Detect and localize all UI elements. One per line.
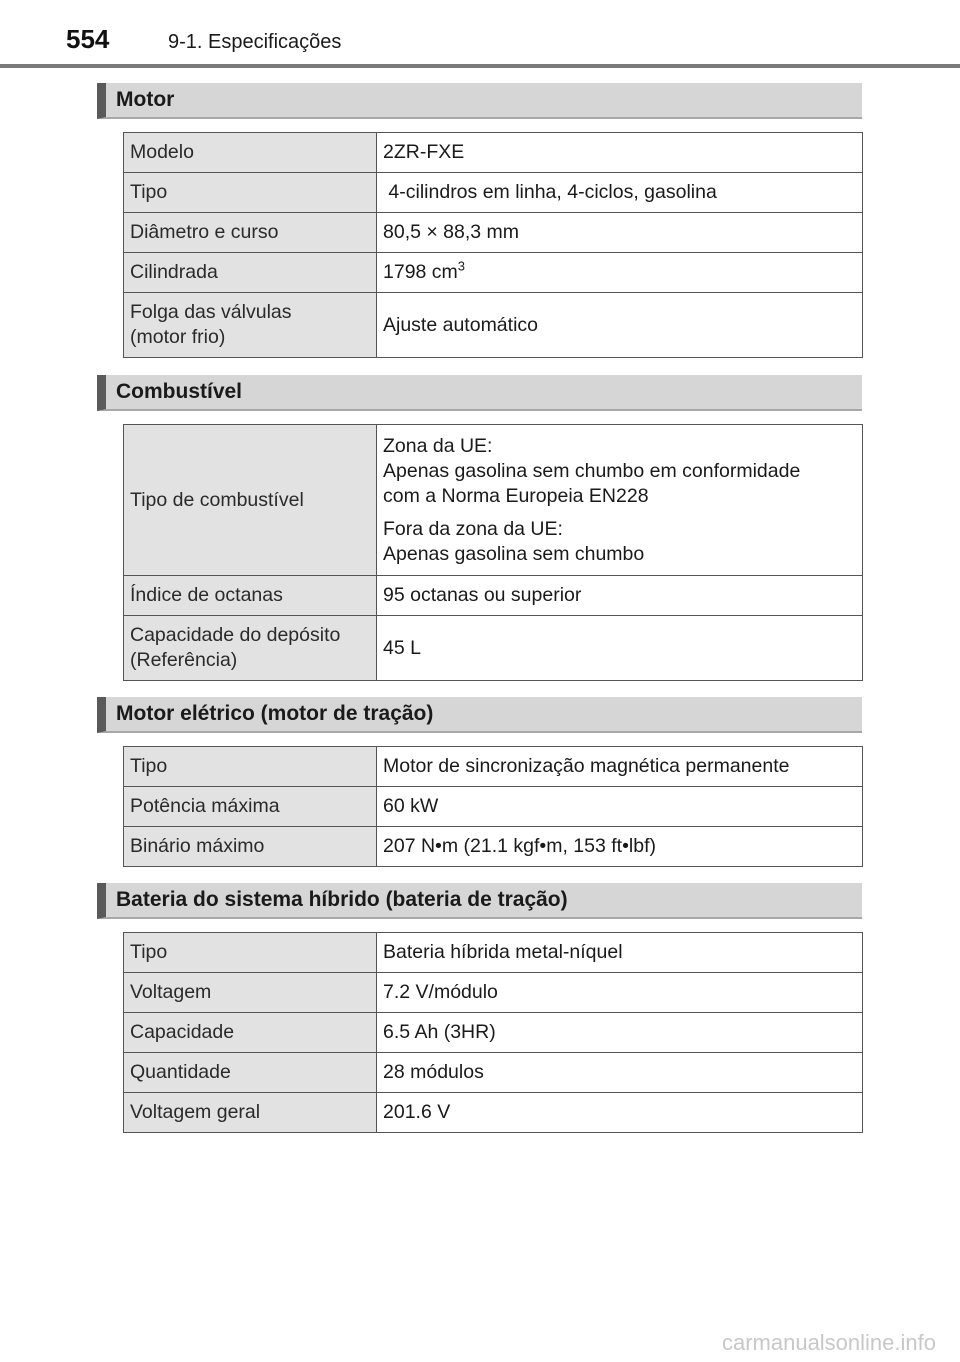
spec-value: 45 L bbox=[377, 616, 863, 681]
spec-value: 7.2 V/módulo bbox=[377, 973, 863, 1013]
motor-spec-table bbox=[123, 132, 863, 358]
table-row bbox=[124, 933, 863, 973]
battery-spec-table bbox=[123, 932, 863, 1133]
page-number: 554 bbox=[66, 24, 110, 54]
spec-value: Ajuste automático bbox=[377, 293, 863, 358]
eu-zone-text: com a Norma Europeia EN228 bbox=[383, 484, 649, 507]
table-row bbox=[124, 293, 863, 358]
spec-key-line: Folga das válvulas bbox=[130, 301, 292, 323]
section-title: Motor elétrico (motor de tração) bbox=[116, 702, 434, 725]
spec-key-line: Capacidade do depósito bbox=[130, 624, 341, 646]
header-rule bbox=[0, 64, 960, 68]
non-eu-zone-title: Fora da zona da UE: bbox=[383, 517, 563, 540]
table-row bbox=[124, 173, 863, 213]
table-row bbox=[124, 787, 863, 827]
electric-motor-spec-table bbox=[123, 746, 863, 867]
spec-value: 28 módulos bbox=[377, 1053, 863, 1093]
spec-value: 60 kW bbox=[377, 787, 863, 827]
eu-zone-block bbox=[383, 434, 856, 509]
table-row bbox=[124, 973, 863, 1013]
section-title: Combustível bbox=[116, 380, 243, 403]
table-row bbox=[124, 133, 863, 173]
non-eu-zone-block bbox=[383, 517, 856, 567]
table-row bbox=[124, 1093, 863, 1133]
spec-value: 201.6 V bbox=[377, 1093, 863, 1133]
table-row bbox=[124, 1053, 863, 1093]
spec-value bbox=[377, 253, 863, 293]
section-title: Bateria do sistema híbrido (bateria de tração) bbox=[116, 888, 568, 911]
section-title: Motor bbox=[116, 88, 175, 111]
section-bateria bbox=[97, 883, 862, 919]
spec-value: 207 N•m (21.1 kgf•m, 153 ft•lbf) bbox=[377, 827, 863, 867]
spec-value: 80,5 × 88,3 mm bbox=[377, 213, 863, 253]
section-bar bbox=[97, 375, 862, 411]
spec-value: Motor de sincronização magnética permanente bbox=[377, 747, 863, 787]
table-row bbox=[124, 827, 863, 867]
table-row bbox=[124, 576, 863, 616]
spec-value: 4-cilindros em linha, 4-ciclos, gasolina bbox=[377, 173, 863, 213]
spec-key-line: (motor frio) bbox=[130, 326, 226, 348]
spec-key: Tipo bbox=[124, 173, 377, 213]
chapter-title: 9-1. Especificações bbox=[168, 31, 342, 53]
spec-key: Potência máxima bbox=[124, 787, 377, 827]
spec-key: Quantidade bbox=[124, 1053, 377, 1093]
section-bar bbox=[97, 83, 862, 119]
spec-key: Capacidade bbox=[124, 1013, 377, 1053]
section-motor bbox=[97, 83, 862, 119]
spec-key: Tipo bbox=[124, 747, 377, 787]
table-row bbox=[124, 616, 863, 681]
spec-value: Bateria híbrida metal-níquel bbox=[377, 933, 863, 973]
spec-key: Voltagem bbox=[124, 973, 377, 1013]
superscript-3: 3 bbox=[457, 258, 466, 274]
spec-value: 95 octanas ou superior bbox=[377, 576, 863, 616]
spec-key: Binário máximo bbox=[124, 827, 377, 867]
spec-key bbox=[124, 616, 377, 681]
spec-value: 2ZR-FXE bbox=[377, 133, 863, 173]
non-eu-zone-text: Apenas gasolina sem chumbo bbox=[383, 542, 645, 565]
fuel-spec-table bbox=[123, 424, 863, 681]
spec-value bbox=[377, 425, 863, 576]
table-row bbox=[124, 1013, 863, 1053]
table-row bbox=[124, 425, 863, 576]
eu-zone-title: Zona da UE: bbox=[383, 434, 493, 457]
spec-key: Cilindrada bbox=[124, 253, 377, 293]
spec-key: Modelo bbox=[124, 133, 377, 173]
table-row bbox=[124, 213, 863, 253]
page-header bbox=[0, 0, 960, 68]
spec-key: Voltagem geral bbox=[124, 1093, 377, 1133]
spec-key: Tipo de combustível bbox=[124, 425, 377, 576]
section-combustivel bbox=[97, 375, 862, 411]
watermark: carmanualsonline.info bbox=[721, 1330, 936, 1355]
section-motor-eletrico bbox=[97, 697, 862, 733]
table-row bbox=[124, 253, 863, 293]
spec-key bbox=[124, 293, 377, 358]
spec-key: Índice de octanas bbox=[124, 576, 377, 616]
spec-key: Tipo bbox=[124, 933, 377, 973]
section-bar bbox=[97, 883, 862, 919]
displacement-value: 1798 cm bbox=[383, 261, 458, 283]
section-bar bbox=[97, 697, 862, 733]
eu-zone-text: Apenas gasolina sem chumbo em conformidade bbox=[383, 459, 801, 482]
spec-value: 6.5 Ah (3HR) bbox=[377, 1013, 863, 1053]
table-row bbox=[124, 747, 863, 787]
spec-key-line: (Referência) bbox=[130, 649, 238, 671]
spec-key: Diâmetro e curso bbox=[124, 213, 377, 253]
